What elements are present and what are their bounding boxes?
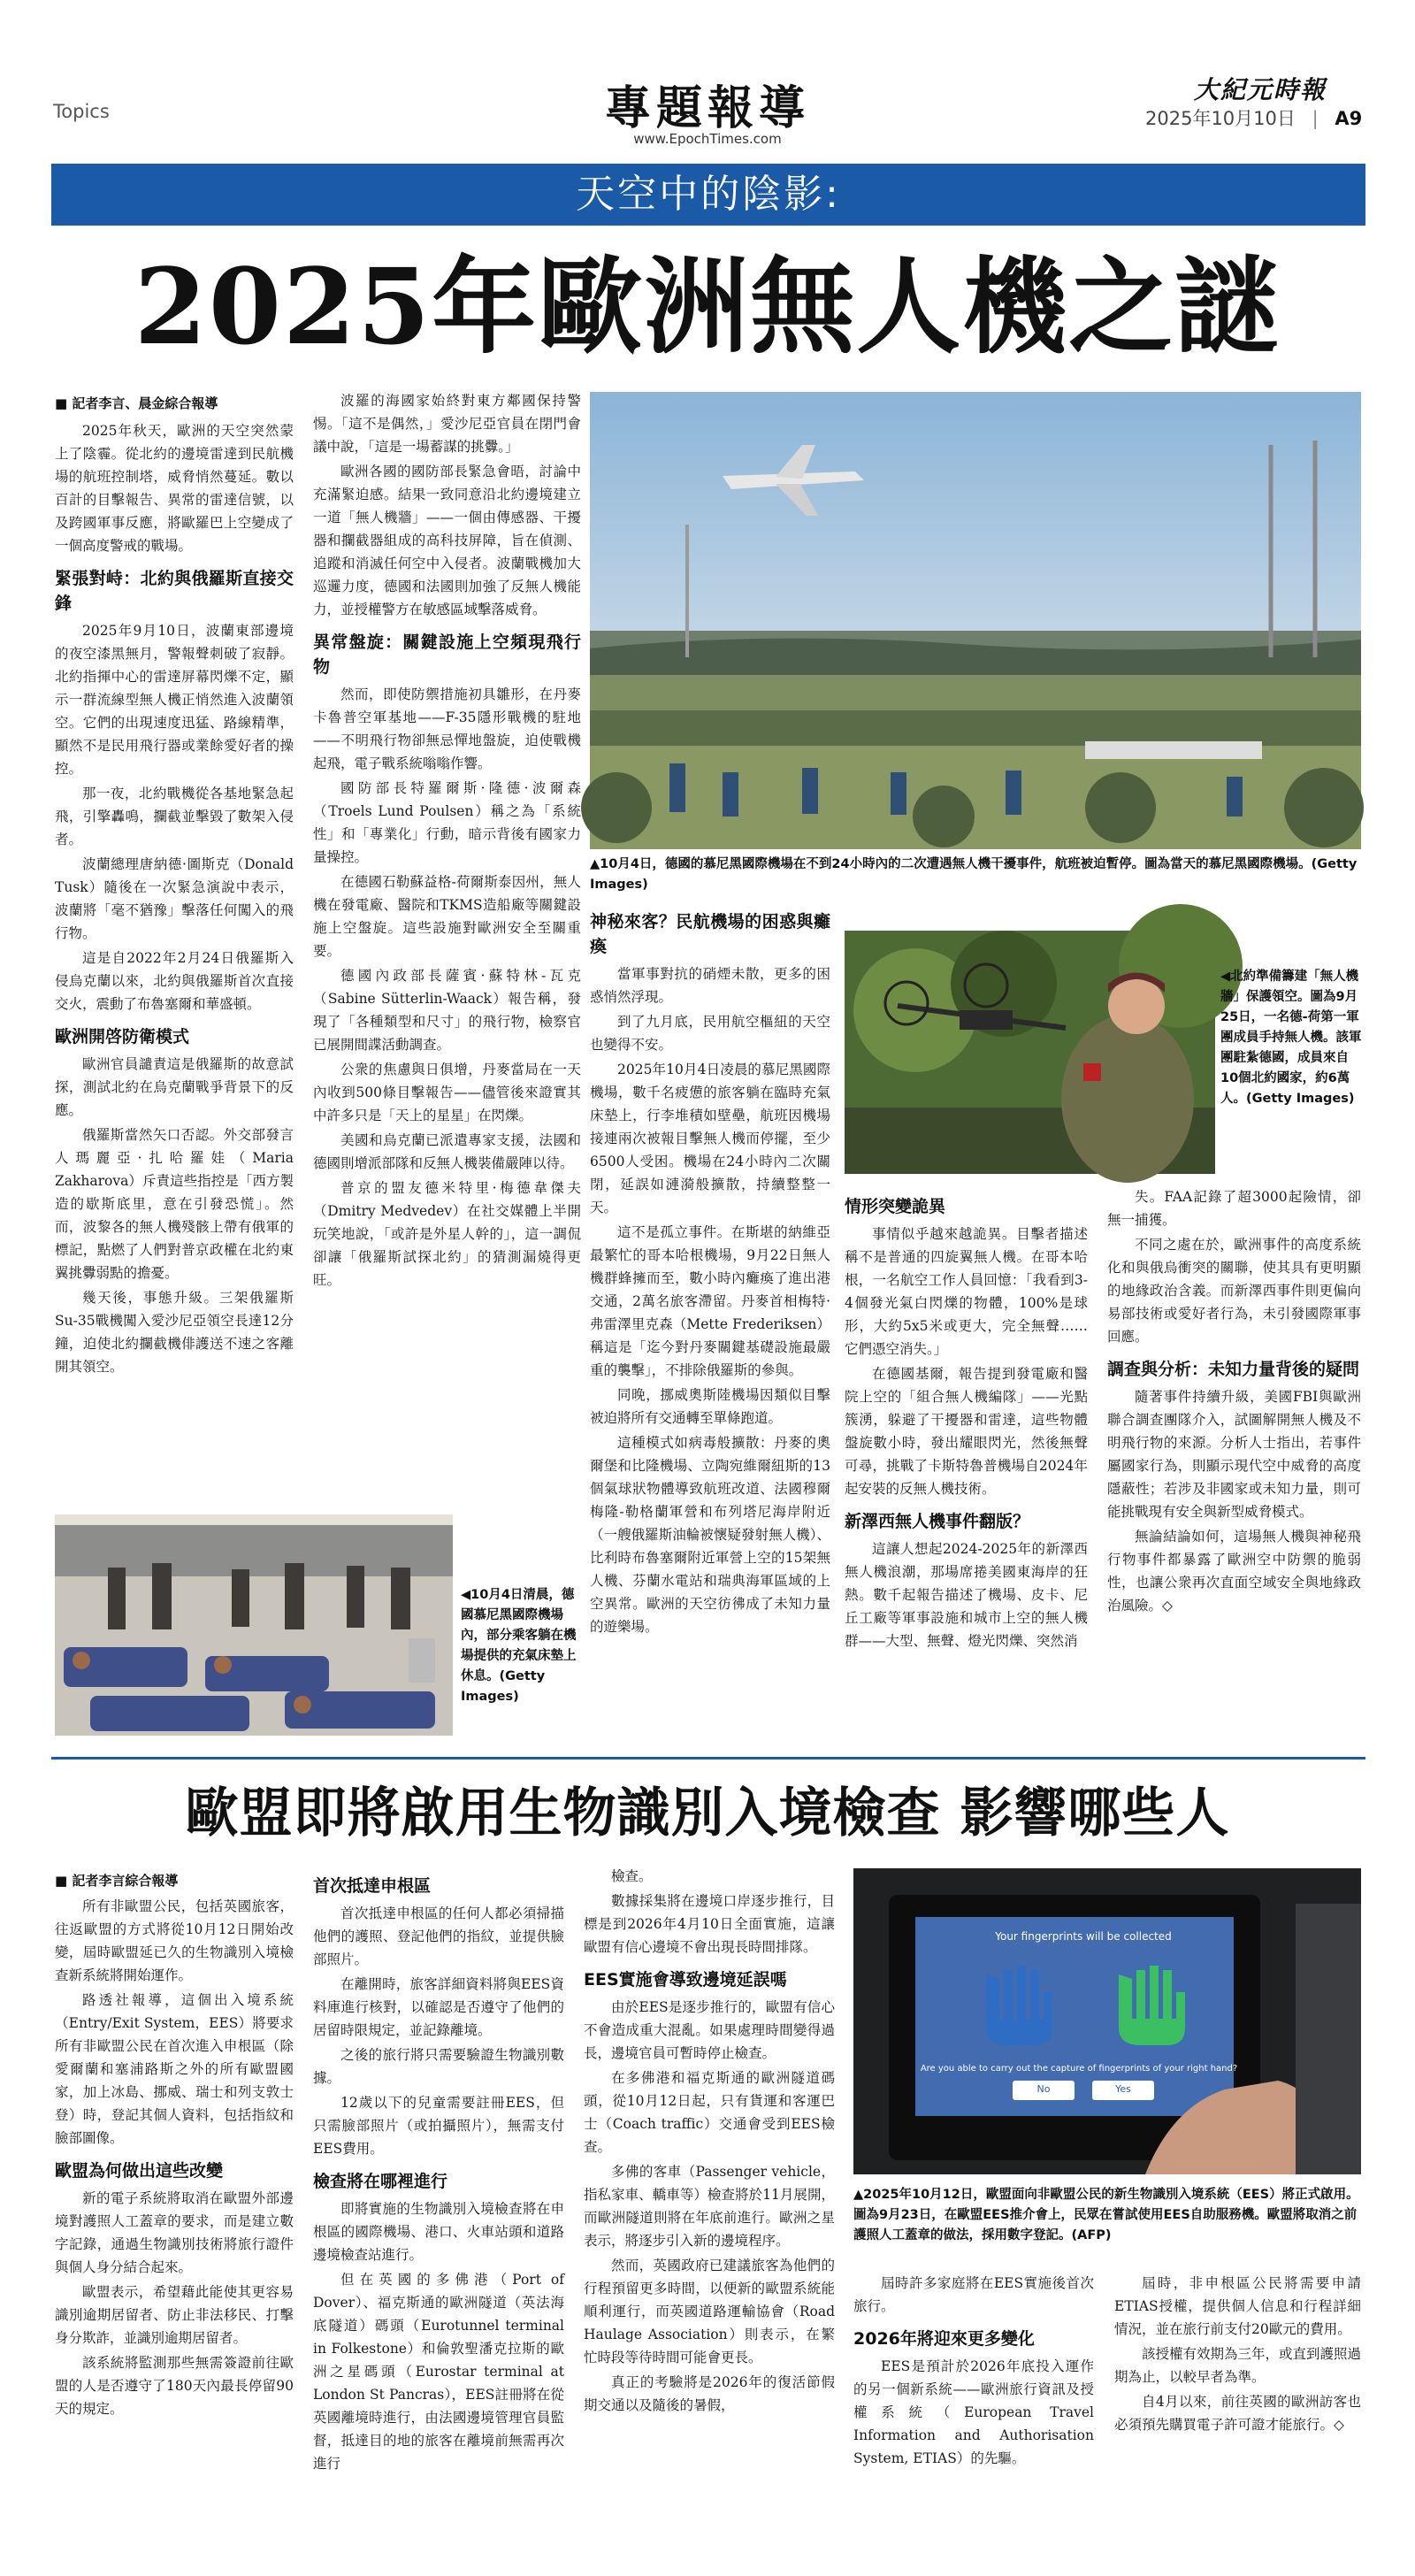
paragraph: 歐盟表示，希望藉此能使其更容易識別逾期居留者、防止非法移民、打擊身分欺詐，並識別逾期居留者。 xyxy=(55,2284,294,2346)
subheading: 調查與分析：未知力量背後的疑問 xyxy=(1107,1360,1360,1379)
subheading: 情形突變詭異 xyxy=(845,1197,946,1216)
paragraph: 屆時，非申根區公民將需要申請ETIAS授權，提供個人信息和行程詳細情況，並在旅行前支付20歐元的費用。 xyxy=(1114,2275,1361,2337)
paragraph: 公衆的焦慮與日俱增，丹麥當局在一天內收到500條目擊報告——儘管後來證實其中許多只是「天上的星星」在閃爍。 xyxy=(313,1062,581,1123)
feature-banner: 天空中的陰影: xyxy=(51,164,1365,226)
paragraph: 當軍事對抗的硝煙未散，更多的困惑悄然浮現。 xyxy=(590,966,830,1005)
feature-headline: 2025年歐洲無人機之謎 xyxy=(134,245,1281,368)
paragraph: 真正的考驗將是2026年的復活節假期交通以及隨後的暑假， xyxy=(584,2374,835,2413)
kiosk-no-button: No xyxy=(1036,2083,1051,2095)
feature-column-3 xyxy=(590,901,830,1635)
paragraph: 美國和烏克蘭已派遣專家支援，法國和德國則增派部隊和反無人機裝備嚴陣以待。 xyxy=(313,1132,581,1171)
kiosk-yes-button: Yes xyxy=(1115,2083,1131,2095)
article-divider xyxy=(51,1757,1365,1760)
paragraph: 無論結論如何，這場無人機與神秘飛行物事件都暴露了歐洲空中防禦的脆弱性，也讓公衆再次直面空域安全與地緣政治風險。◇ xyxy=(1107,1529,1361,1614)
date-separator: | xyxy=(1312,108,1319,129)
article2-column-4 xyxy=(853,2272,1094,2551)
subheading: 歐洲開啓防衛模式 xyxy=(55,1027,190,1046)
soldier-drone-caption: ◀北約準備籌建「無人機牆」保護領空。圖為9月25日，一名德-荷第一軍團成員手持無人機。該軍團駐紮德國，成員來自10個北約國家，約6萬人。(Getty Images) xyxy=(1220,970,1362,1106)
paragraph: 路透社報導，這個出入境系統（Entry/Exit System，EES）將要求所有非歐盟公民在首次進入申根區（除愛爾蘭和塞浦路斯之外的所有歐盟國家，加上冰島、挪威、瑞士和列支敦士登）時，登記其個人資料，包括指紋和臉部圖像。 xyxy=(55,1992,294,2146)
subheading: 新澤西無人機事件翻版？ xyxy=(845,1512,1030,1531)
paragraph: 由於EES是逐步推行的，歐盟有信心不會造成重大混亂。如果處理時間變得過長，邊境官員可暫時停止檢查。 xyxy=(584,1999,835,2061)
subheading: EES實施會導致邊境延誤嗎 xyxy=(584,1970,787,1990)
paragraph: 在德國基爾，報告提到發電廠和醫院上空的「組合無人機編隊」——光點簇湧，躲避了干擾器和雷達，這些物體盤旋數小時，發出耀眼閃光，然後無聲可尋，挑戰了卡斯特魯普機場自2024年起安裝的反無人機技術。 xyxy=(845,1366,1088,1497)
paragraph: 多佛的客車（Passenger vehicle，指私家車、轎車等）檢查將於11月展開，而歐洲隧道則將在年底前進行。歐洲之星表示，將逐步引入新的邊境程序。 xyxy=(584,2164,835,2249)
feature-column-1 xyxy=(55,419,294,1490)
paragraph: 普京的盟友德米特里·梅德韋傑夫（Dmitry Medvedev）在社交媒體上半開玩笑地說，「或許是外星人幹的」，這一調侃卻讓「俄羅斯試探北約」的猜測漏燒得更旺。 xyxy=(313,1180,581,1288)
sleeping-passengers-photo xyxy=(55,1514,453,1736)
paragraph: 德國內政部長薩賓·蘇特林-瓦克（Sabine Sütterlin-Waack）報告稱，發現了「各種類型和尺寸」的飛行物，檢察官已展開間諜活動調查。 xyxy=(313,968,581,1053)
paragraph: 同晚，挪威奧斯陸機場因類似目擊被迫將所有交通轉至單條跑道。 xyxy=(590,1387,830,1426)
paragraph: 首次抵達申根區的任何人都必須掃描他們的護照、登記他們的指紋，並提供臉部照片。 xyxy=(313,1905,564,1967)
feature-byline: ■ 記者李言、晨金綜合報導 xyxy=(55,395,218,411)
ees-kiosk-photo xyxy=(853,1868,1361,2174)
paragraph: EES是預計於2026年底投入運作的另一個新系統——歐洲旅行資訊及授權系統（European Travel Information and Authorisation System, ETIAS）的先驅。 xyxy=(853,2358,1094,2466)
article2-column-5 xyxy=(1114,2272,1361,2551)
subheading: 神秘來客？民航機場的困惑與癱瘓 xyxy=(590,912,830,956)
subheading: 歐盟為何做出這些改變 xyxy=(55,2161,224,2181)
paragraph: 俄羅斯當然矢口否認。外交部發言人瑪麗亞·扎哈羅娃（Maria Zakharova）斥責這些指控是「西方製造的歇斯底里，意在引發恐慌」。然而，波黎各的無人機殘骸上帶有俄軍的標記，點燃了人們對普京政權在北約東翼挑釁弱點的擔憂。 xyxy=(55,1127,294,1281)
article2-column-1 xyxy=(55,1895,294,2549)
article2-column-2 xyxy=(313,1865,564,2551)
subheading: 緊張對峙：北約與俄羅斯直接交鋒 xyxy=(55,569,294,613)
paragraph: 事情似乎越來越詭異。目擊者描述稱不是普通的四旋翼無人機。在哥本哈根，一名航空工作人員回憶：「我看到3-4個發光氣白閃爍的物體，100%是球形，大約5x5米或更大，完全無聲……它們憑空消失。」 xyxy=(845,1226,1088,1357)
page-number: A9 xyxy=(1335,108,1363,129)
paragraph: 即將實施的生物識別入境檢查將在申根區的國際機場、港口、火車站頭和道路邊境檢查站進行。 xyxy=(313,2201,564,2263)
section-label: Topics xyxy=(53,101,110,122)
paragraph: 檢查。 xyxy=(611,1868,653,1884)
paragraph: 那一夜，北約戰機從各基地緊急起飛，引擎轟鳴，攔截並擊毀了數架入侵者。 xyxy=(55,786,294,847)
feature-byline-text: 記者李言、晨金綜合報導 xyxy=(72,395,218,411)
paragraph: 隨著事件持續升級，美國FBI與歐洲聯合調查團隊介入，試圖解開無人機及不明飛行物的來源。分析人士指出，若事件屬國家行為，則顯示現代空中威脅的高度隱蔽性；若涉及非國家或未知力量，則可能挑戰現有安全與新型威脅模式。 xyxy=(1107,1389,1361,1520)
paragraph: 這種模式如病毒般擴散：丹麥的奧爾堡和比隆機場、立陶宛維爾紐斯的13個氣球狀物體導致航班改道、法國穆爾梅隆-勒格蘭軍營和布列塔尼海岸附近（一艘俄羅斯油輪被懷疑發射無人機）、比利時布魯塞爾附近軍營上空的15架無人機、芬蘭水電站和瑞典海軍區域的上空異常。歐洲的天空彷彿成了未知力量的遊樂場。 xyxy=(590,1435,830,1635)
paragraph: 該系統將監測那些無需簽證前往歐盟的人是否遵守了180天內最長停留90天的規定。 xyxy=(55,2355,294,2417)
paragraph: 2025年10月4日凌晨的慕尼黑國際機場，數千名疲憊的旅客躺在臨時充氣床墊上，行李堆積如壁壘，航班因機場接連兩次被報目擊無人機而停擺，至少6500人受困。機場在24小時內二次關閉，延誤如漣漪般擴散，持續整整一天。 xyxy=(590,1062,830,1215)
paragraph: 到了九月底，民用航空樞紐的天空也變得不安。 xyxy=(590,1014,830,1053)
paragraph: 國防部長特羅爾斯·隆德·波爾森（Troels Lund Poulsen）稱之為「系統性」和「專業化」行動，暗示背後有國家力量操控。 xyxy=(313,780,581,865)
paragraph: 歐洲官員譴責這是俄羅斯的故意試探，測試北約在烏克蘭戰爭背景下的反應。 xyxy=(55,1056,294,1118)
subheading: 2026年將迎來更多變化 xyxy=(853,2329,1035,2349)
feature-column-4 xyxy=(845,1185,1088,1649)
munich-airport-caption: ▲10月4日，德國的慕尼黑國際機場在不到24小時內的二次遭遇無人機干擾事件，航班被迫暫停。圖為當天的慕尼黑國際機場。(Getty Images) xyxy=(590,857,1358,892)
paragraph: 波羅的海國家始終對東方鄰國保持警惕。「這不是偶然，」愛沙尼亞官員在閉門會議中說，「這是一場蓄謀的挑釁。」 xyxy=(313,393,581,455)
article2-headline: 歐盟即將啟用生物識別入境檢查 影響哪些人 xyxy=(185,1782,1230,1844)
paragraph: 該授權有效期為三年，或直到護照過期為止，以較早者為準。 xyxy=(1114,2346,1362,2385)
subheading: 首次抵達申根區 xyxy=(313,1876,432,1896)
kiosk-screen-question: Are you able to carry out the capture of fingerprints of your right hand? xyxy=(920,2064,1238,2074)
paragraph: 這不是孤立事件。在斯堪的納維亞最繁忙的哥本哈根機場，9月22日無人機群蜂擁而至，數小時內癱瘓了進出港交通，2萬名旅客滯留。丹麥首相梅特·弗雷澤里克森（Mette Frederiksen）稱這是「迄今對丹麥關鍵基礎設施最嚴重的襲擊」，不排除俄羅斯的參與。 xyxy=(590,1224,830,1378)
feature-column-5 xyxy=(1107,1185,1361,1614)
article2-byline: ■ 記者李言綜合報導 xyxy=(55,1873,179,1889)
article2-column-3 xyxy=(584,1865,835,2551)
paragraph: 在多佛港和福克斯通的歐洲隧道碼頭，從10月12日起，只有貨運和客運巴士（Coach traffic）交通會受到EES檢查。 xyxy=(584,2070,835,2155)
soldier-drone-photo xyxy=(845,931,1215,1174)
issue-date-text: 2025年10月10日 xyxy=(1145,108,1296,129)
paragraph: 然而，英國政府已建議旅客為他們的行程預留更多時間，以便新的歐盟系統能順利運行，而英國道路運輸協會（Road Haulage Association）則表示，在繁忙時段等待時間可能會更長。 xyxy=(584,2258,835,2365)
paragraph: 在德國石勒蘇益格-荷爾斯泰因州，無人機在發電廠、醫院和TKMS造船廠等關鍵設施上空盤旋。這些設施對歐洲安全至關重要。 xyxy=(313,874,581,959)
paragraph: 12歲以下的兒童需要註冊EES，但只需臉部照片（或拍攝照片），無需支付EES費用。 xyxy=(313,2095,564,2157)
section-title: 專題報導 xyxy=(604,81,810,135)
paragraph: 但在英國的多佛港（Port of Dover）、福克斯通的歐洲隧道（英法海底隧道）碼頭（Eurotunnel terminal in Folkestone）和倫敦聖潘克拉斯的歐洲之星碼頭（Eurostar terminal at London St Pancras），EES註冊將在從英國離境時進行，由法國邊境管理官員監督，抵達目的地的旅客在離境前無需再次進行 xyxy=(313,2272,564,2472)
kiosk-screen-title: Your fingerprints will be collected xyxy=(995,1930,1172,1943)
paragraph: 自4月以來，前往英國的歐洲訪客也必須預先購買電子許可證才能旅行。◇ xyxy=(1114,2394,1361,2433)
subheading: 檢查將在哪裡進行 xyxy=(313,2172,448,2191)
article2-byline-text: 記者李言綜合報導 xyxy=(72,1873,179,1889)
paragraph: 屆時許多家庭將在EES實施後首次旅行。 xyxy=(853,2275,1094,2314)
subheading: 異常盤旋：關鍵設施上空頻現飛行物 xyxy=(313,632,581,677)
feature-column-2 xyxy=(313,389,581,1488)
paragraph: 在離開時，旅客詳細資料將與EES資料庫進行核對，以確認是否遵守了他們的居留時限規定，並記錄離境。 xyxy=(313,1976,564,2038)
paragraph: 新的電子系統將取消在歐盟外部邊境對護照人工蓋章的要求，而是建立數字記錄，通過生物識別技術將旅行證件與個人身分結合起來。 xyxy=(55,2190,294,2275)
newspaper-logo: 大紀元時報 xyxy=(1194,75,1327,104)
paragraph: 歐洲各國的國防部長緊急會晤，討論中充滿緊迫感。結果一致同意沿北約邊境建立一道「無人機牆」——一個由傳感器、干擾器和攔截器組成的高科技屏障，旨在偵測、追蹤和消滅任何空中入侵者。波蘭戰機加大巡邏力度，德國和法國則加強了反無人機能力，並授權警方在敏感區域擊落威脅。 xyxy=(313,464,581,617)
issue-date xyxy=(1145,104,1362,131)
paragraph: 然而，即使防禦措施初具雛形，在丹麥卡魯普空軍基地——F-35隱形戰機的駐地——不明飛行物卻無忌憚地盤旋，迫使戰機起飛，電子戰系統嗡嗡作響。 xyxy=(313,686,581,771)
sleeping-passengers-caption: ◀10月4日清晨，德國慕尼黑國際機場內，部分乘客躺在機場提供的充氣床墊上休息。(Getty Images) xyxy=(461,1588,577,1704)
munich-airport-photo xyxy=(590,392,1361,849)
paragraph: 數據採集將在邊境口岸逐步推行，目標是到2026年4月10日全面實施，這讓歐盟有信心邊境不會出現長時間排隊。 xyxy=(584,1893,835,1955)
paragraph: 2025年秋天，歐洲的天空突然蒙上了陰霾。從北約的邊境雷達到民航機場的航班控制塔，威脅悄然蔓延。數以百計的目擊報告、異常的雷達信號，以及跨國軍事反應，將歐羅巴上空變成了一個高度警戒的戰場。 xyxy=(55,423,294,554)
ees-kiosk-caption: ▲2025年10月12日，歐盟面向非歐盟公民的新生物識別入境系統（EES）將正式啟用。圖為9月23日，在歐盟EES推介會上，民眾在嘗試使用EES自助服務機。歐盟將取消之前護照人工蓋章的做法，採用數字登記。(AFP) xyxy=(853,2188,1359,2242)
paragraph: 這是自2022年2月24日俄羅斯入侵烏克蘭以來，北約與俄羅斯首次直接交火，震動了布魯塞爾和華盛頓。 xyxy=(55,950,294,1012)
paragraph: 幾天後，事態升級。三架俄羅斯Su-35戰機闖入愛沙尼亞領空長達12分鐘，迫使北約攔截機俳護送不速之客離開其領空。 xyxy=(55,1290,294,1375)
paragraph: 失。FAA記錄了超3000起險情，卻無一捕獲。 xyxy=(1107,1189,1361,1228)
paragraph: 這讓人想起2024-2025年的新澤西無人機浪潮，那場席捲美國東海岸的狂熱。數千起報告描述了機場、皮卡、尼丘工廠等軍事設施和城市上空的無人機群——大型、無聲、燈光閃爍、突然消 xyxy=(845,1541,1088,1649)
section-url: www.EpochTimes.com xyxy=(633,131,782,147)
paragraph: 2025年9月10日，波蘭東部邊境的夜空漆黑無月，警報聲刺破了寂靜。北約指揮中心的雷達屏幕閃爍不定，顯示一群流線型無人機正悄然進入波蘭領空。它們的出現速度迅猛、路線精準，顯然不是民用飛行器或業餘愛好者的操控。 xyxy=(55,623,294,777)
paragraph: 不同之處在於，歐洲事件的高度系統化和與俄烏衝突的關聯，使其具有更明顯的地緣政治含義。而新澤西事件則更偏向易部技術或愛好者行為，未引發國際軍事回應。 xyxy=(1107,1237,1361,1345)
paragraph: 之後的旅行將只需要驗證生物識別數據。 xyxy=(313,2047,564,2086)
paragraph: 波蘭總理唐納德·圖斯克（Donald Tusk）隨後在一次緊急演說中表示，波蘭將「毫不猶豫」擊落任何闖入的飛行物。 xyxy=(55,856,294,941)
paragraph: 所有非歐盟公民，包括英國旅客，往返歐盟的方式將從10月12日開始改變，屆時歐盟延已久的生物識別入境檢查新系統將開始運作。 xyxy=(55,1898,294,1983)
